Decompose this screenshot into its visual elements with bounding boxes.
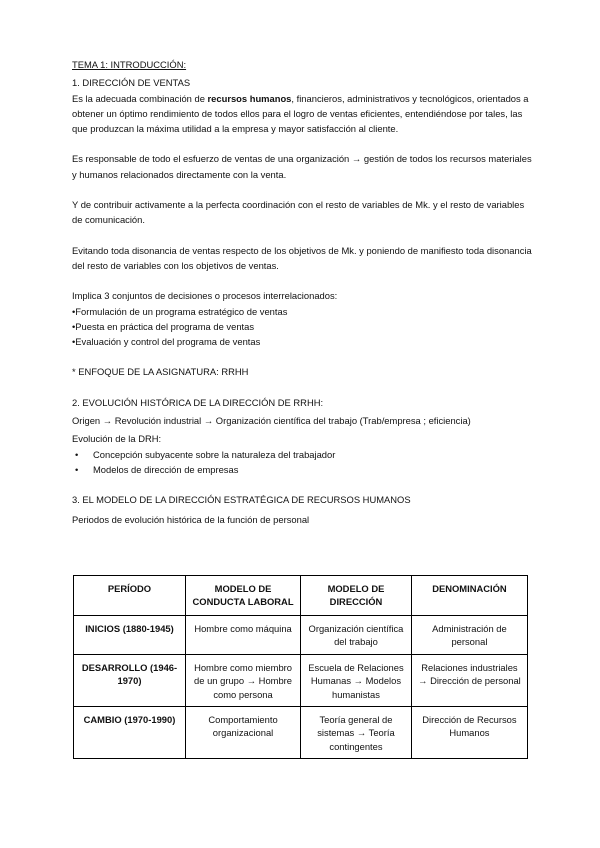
list-item: • Modelos de dirección de empresas: [72, 462, 532, 477]
p1-bold: recursos humanos: [207, 92, 292, 104]
table-row: [74, 707, 528, 759]
cell-denomination: Relaciones industriales → Dirección de personal: [411, 654, 527, 706]
cell-conduct: Hombre como miembro de un grupo → Hombre como persona: [185, 654, 300, 706]
list-item: • Concepción subyacente sobre la naturaleza del trabajador: [72, 447, 532, 462]
cell-period: CAMBIO (1970-1990): [74, 707, 186, 759]
header-management-model: MODELO DE DIRECCIÓN: [301, 576, 412, 616]
list-item: •Formulación de un programa estratégico de ventas: [72, 305, 288, 317]
table-header-row: [74, 576, 528, 616]
header-denomination: DENOMINACIÓN: [411, 576, 527, 616]
paragraph-definition: [72, 91, 532, 137]
evolution-label: Evolución de la DRH:: [72, 433, 162, 445]
list-item: •Puesta en práctica del programa de ventas: [72, 320, 255, 332]
section-1-heading: 1. DIRECCIÓN DE VENTAS: [72, 77, 191, 89]
paragraph-implies: Implica 3 conjuntos de decisiones o procesos interrelacionados:: [72, 290, 338, 302]
table-caption: Periodos de evolución histórica de la función de personal: [72, 513, 310, 525]
paragraph-responsibility: Es responsable de todo el esfuerzo de ventas de una organización → gestión de todos los recursos materiales y humanos relacionados directamente con la venta.: [72, 153, 532, 180]
list-item: •Evaluación y control del programa de ventas: [72, 336, 261, 348]
origin-line: Origen → Revolución industrial → Organización científica del trabajo (Trab/empresa ; eficiencia): [72, 415, 471, 427]
document-body: [72, 57, 532, 527]
p1-post: , financieros, administrativos y tecnológicos, orientados a obtener un óptimo rendimiento de todos ellos para el logro de ventas eficientes, entendiéndose por tales, las que produzcan la máxima utilidad a la empresa y mayor satisfacción al cliente.: [72, 92, 529, 135]
header-period: PERÍODO: [74, 576, 186, 616]
cell-period: INICIOS (1880-1945): [74, 616, 186, 655]
cell-management: Teoría general de sistemas → Teoría contingentes: [301, 707, 412, 759]
cell-conduct: Hombre como máquina: [185, 616, 300, 655]
table-row: [74, 616, 528, 655]
cell-management: Escuela de Relaciones Humanas → Modelos humanistas: [301, 654, 412, 706]
focus-note: * ENFOQUE DE LA ASIGNATURA: RRHH: [72, 366, 249, 378]
cell-management: Organización científica del trabajo: [301, 616, 412, 655]
cell-conduct: Comportamiento organizacional: [185, 707, 300, 759]
paragraph-coordination: Y de contribuir activamente a la perfecta coordinación con el resto de variables de Mk. y el resto de variables de comunicación.: [72, 199, 525, 226]
doc-title: TEMA 1: INTRODUCCIÓN:: [72, 59, 187, 70]
table-row: [74, 654, 528, 706]
section-3-heading: 3. EL MODELO DE LA DIRECCIÓN ESTRATÉGICA DE RECURSOS HUMANOS: [72, 494, 411, 506]
paragraph-dissonance: Evitando toda disonancia de ventas respecto de los objetivos de Mk. y poniendo de manifiesto toda disonancia del resto de variables con los objetivos de ventas.: [72, 244, 532, 271]
p1-pre: Es la adecuada combinación de: [72, 92, 208, 104]
evolution-list: [72, 447, 532, 478]
header-conduct-model: MODELO DE CONDUCTA LABORAL: [185, 576, 300, 616]
periods-table: [73, 575, 528, 759]
cell-denomination: Dirección de Recursos Humanos: [411, 707, 527, 759]
section-2-heading: 2. EVOLUCIÓN HISTÓRICA DE LA DIRECCIÓN DE RRHH:: [72, 396, 324, 408]
cell-period: DESARROLLO (1946-1970): [74, 654, 186, 706]
cell-denomination: Administración de personal: [411, 616, 527, 655]
